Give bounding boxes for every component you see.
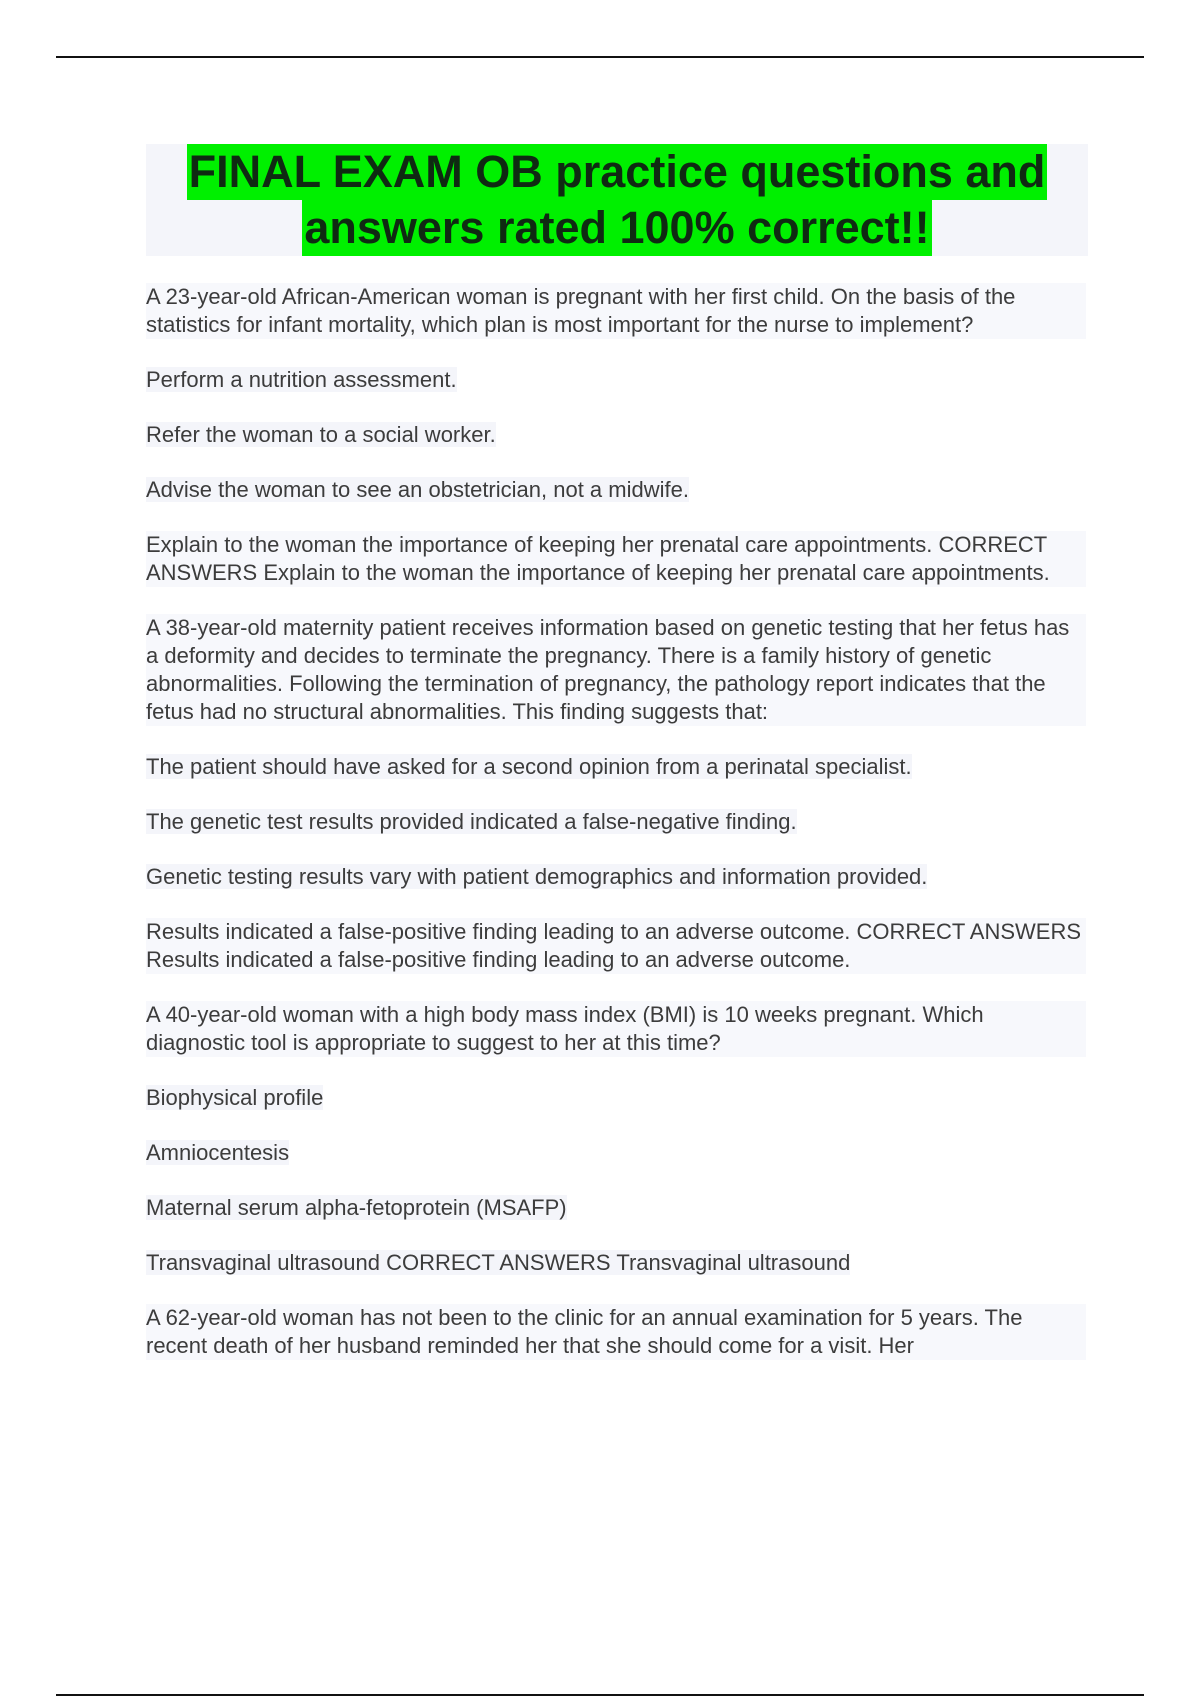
- answer-option: Biophysical profile: [146, 1085, 324, 1110]
- answer-option: Perform a nutrition assessment.: [146, 367, 457, 392]
- answer-option-correct: Explain to the woman the importance of keeping her prenatal care appointments. CORRECT ANSWERS Explain to the woman the importance of keeping her prenatal care appointments.: [146, 531, 1086, 587]
- question-1: A 23-year-old African-American woman is pregnant with her first child. On the basis of the statistics for infant mortality, which plan is most important for the nurse to implement?: [146, 283, 1086, 339]
- bottom-rule: [56, 1694, 1144, 1696]
- answer-option: The patient should have asked for a second opinion from a perinatal specialist.: [146, 754, 912, 779]
- document-body: [146, 283, 1086, 1387]
- question-2: A 38-year-old maternity patient receives information based on genetic testing that her fetus has a deformity and decides to terminate the pregnancy. There is a family history of genetic abnormalities. Following the termination of pregnancy, the pathology report indicates that the fetus had no structural abnormalities. This finding suggests that:: [146, 614, 1086, 726]
- answer-option: The genetic test results provided indicated a false-negative finding.: [146, 809, 797, 834]
- answer-option: Advise the woman to see an obstetrician, not a midwife.: [146, 477, 689, 502]
- title-line-2: answers rated 100% correct!!: [302, 200, 931, 256]
- question-4: A 62-year-old woman has not been to the clinic for an annual examination for 5 years. The recent death of her husband reminded her that she should come for a visit. Her: [146, 1304, 1086, 1360]
- title-line-1: FINAL EXAM OB practice questions and: [187, 144, 1048, 200]
- top-rule: [56, 56, 1144, 58]
- answer-option: Refer the woman to a social worker.: [146, 422, 496, 447]
- document-title: [146, 144, 1088, 256]
- answer-option: Maternal serum alpha-fetoprotein (MSAFP): [146, 1195, 567, 1220]
- question-3: A 40-year-old woman with a high body mass index (BMI) is 10 weeks pregnant. Which diagnostic tool is appropriate to suggest to her at this time?: [146, 1001, 1086, 1057]
- answer-option-correct: Results indicated a false-positive finding leading to an adverse outcome. CORRECT ANSWERS Results indicated a false-positive finding leading to an adverse outcome.: [146, 918, 1086, 974]
- answer-option: Amniocentesis: [146, 1140, 290, 1165]
- answer-option-correct: Transvaginal ultrasound CORRECT ANSWERS Transvaginal ultrasound: [146, 1250, 851, 1275]
- answer-option: Genetic testing results vary with patient demographics and information provided.: [146, 864, 928, 889]
